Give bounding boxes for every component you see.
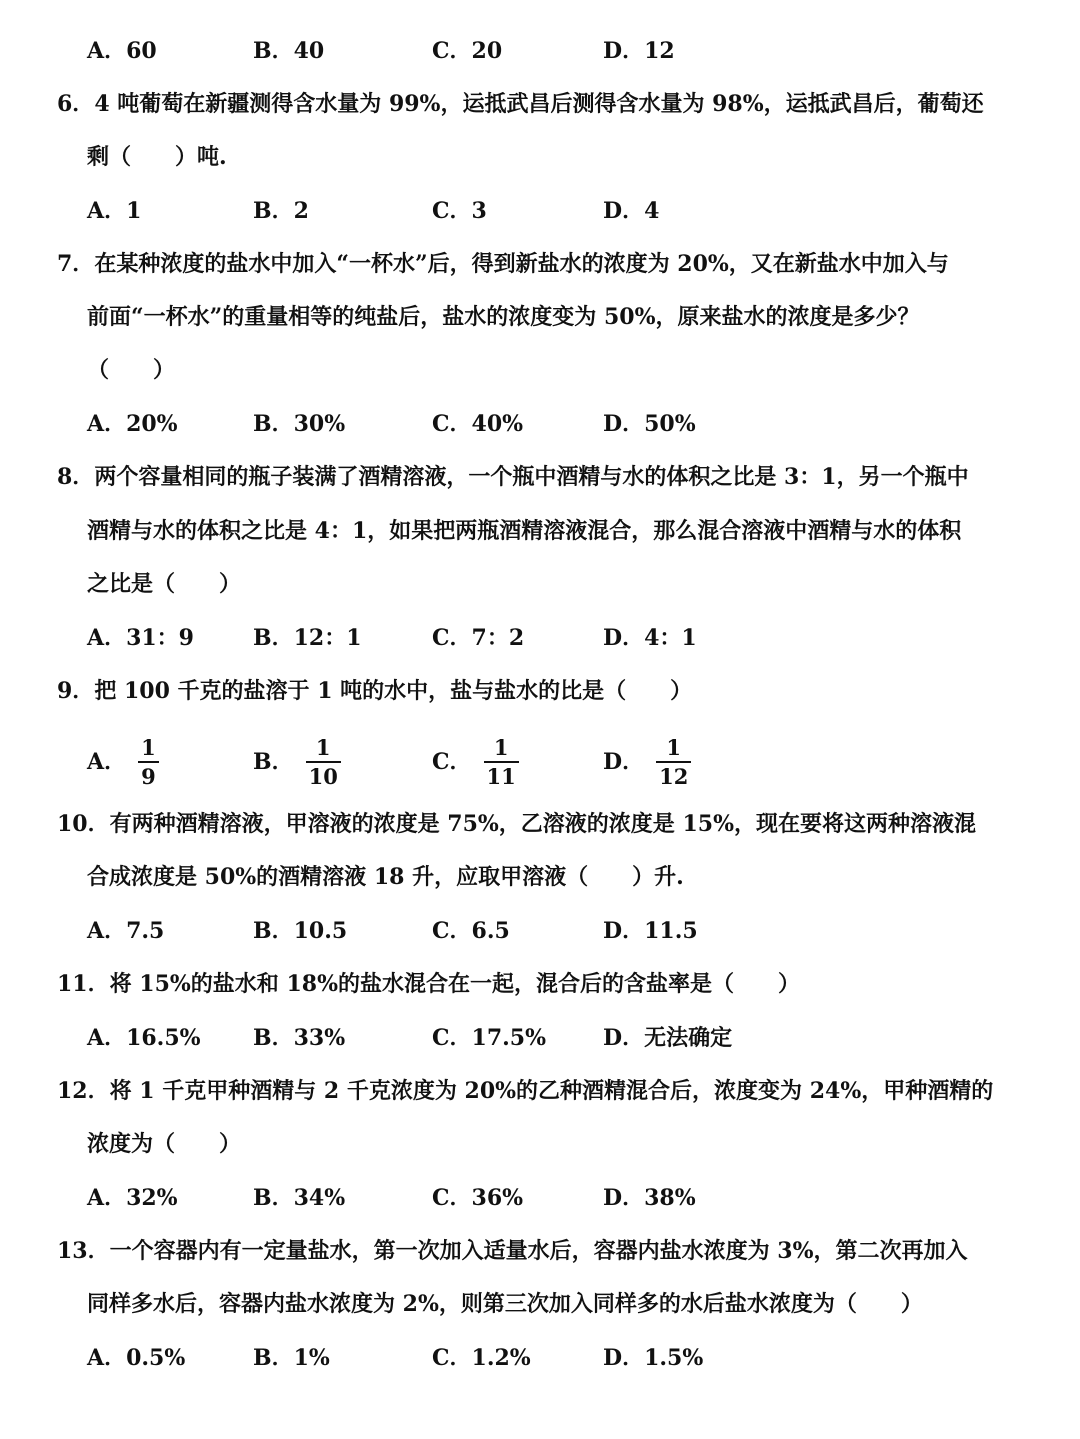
q9-option-c-fraction	[484, 737, 519, 787]
q10-number: 10．	[57, 811, 110, 837]
q10-text-line2: 合成浓度是 50%的酒精溶液 18 升，应取甲溶液（ ）升.	[87, 864, 684, 890]
q9-option-b-numerator: 1	[315, 735, 331, 760]
q7-text-line2: 前面“一杯水”的重量相等的纯盐后，盐水的浓度变为 50%，原来盐水的浓度是多少？	[87, 304, 920, 330]
q7-stem-line1	[57, 238, 1047, 291]
q6-stem-line1	[57, 78, 1047, 131]
q6-option-d[interactable]: D．4	[603, 198, 660, 224]
fraction-bar	[656, 761, 691, 763]
q10-text-line1: 有两种酒精溶液，甲溶液的浓度是 75%，乙溶液的浓度是 15%，现在要将这两种溶液混	[109, 811, 976, 837]
q6-option-a[interactable]: A．1	[87, 198, 142, 224]
q9-option-a-letter: A．	[87, 748, 127, 775]
q12-option-c[interactable]: C．36%	[432, 1185, 524, 1211]
q12-option-b[interactable]: B．34%	[253, 1185, 346, 1211]
q9-option-d[interactable]	[603, 727, 691, 797]
fraction-bar	[306, 761, 341, 763]
q7-option-d[interactable]: D．50%	[603, 411, 696, 437]
q13-option-b[interactable]: B．1%	[253, 1345, 330, 1371]
q9-option-c-denominator: 11	[486, 764, 516, 789]
q12-option-a[interactable]: A．32%	[87, 1185, 178, 1211]
q9-option-c-letter: C．	[432, 748, 472, 775]
q7-number: 7．	[57, 251, 95, 277]
q12-text-line1: 将 1 千克甲种酒精与 2 千克浓度为 20%的乙种酒精混合后，浓度变为 24%，甲种酒精的	[109, 1078, 994, 1104]
q13-option-d[interactable]: D．1.5%	[603, 1345, 704, 1371]
q5-option-b[interactable]: B．40	[253, 38, 325, 64]
q8-text-line2: 酒精与水的体积之比是 4：1，如果把两瓶酒精溶液混合，那么混合溶液中酒精与水的体积	[87, 518, 962, 544]
q8-option-c[interactable]: C．7：2	[432, 625, 525, 651]
q8-text-line3: 之比是（ ）	[87, 571, 242, 597]
q13-text-line2: 同样多水后，容器内盐水浓度为 2%，则第三次加入同样多的水后盐水浓度为（ ）	[87, 1291, 923, 1317]
q6-text-line1: 4 吨葡萄在新疆测得含水量为 99%，运抵武昌后测得含水量为 98%，运抵武昌后，葡萄还	[94, 91, 984, 117]
q6-text-line2: 剩（ ）吨.	[87, 144, 227, 170]
q9-option-b-fraction	[306, 737, 341, 787]
q12-number: 12．	[57, 1078, 110, 1104]
q5-option-c[interactable]: C．20	[432, 38, 503, 64]
q9-option-a-numerator: 1	[141, 735, 156, 760]
q8-text-line1: 两个容量相同的瓶子装满了酒精溶液，一个瓶中酒精与水的体积之比是 3：1，另一个瓶中	[94, 464, 969, 490]
q8-number: 8．	[57, 464, 95, 490]
q13-number: 13．	[57, 1238, 110, 1264]
q13-stem-line1	[57, 1225, 1047, 1278]
q5-option-a[interactable]: A．60	[87, 38, 157, 64]
q9-option-d-numerator: 1	[666, 735, 682, 760]
q9-option-c-numerator: 1	[493, 735, 509, 760]
q11-stem-line1	[57, 958, 1047, 1011]
q9-option-d-fraction	[656, 737, 691, 787]
q11-text-line1: 将 15%的盐水和 18%的盐水混合在一起，混合后的含盐率是（ ）	[109, 971, 800, 997]
q9-number: 9．	[57, 678, 95, 704]
q11-option-b[interactable]: B．33%	[253, 1025, 346, 1051]
q8-stem-line1	[57, 451, 1047, 504]
q9-option-a-fraction	[138, 737, 159, 787]
q9-option-a-denominator: 9	[141, 764, 156, 789]
q9-text-line1: 把 100 千克的盐溶于 1 吨的水中，盐与盐水的比是（ ）	[94, 678, 693, 704]
q9-stem-line1	[57, 665, 1047, 718]
q7-option-a[interactable]: A．20%	[87, 411, 178, 437]
q12-stem-line1	[57, 1065, 1047, 1118]
q9-option-d-letter: D．	[603, 748, 645, 775]
q9-option-b-denominator: 10	[308, 764, 338, 789]
q11-option-d[interactable]: D．无法确定	[603, 1025, 733, 1051]
q11-number: 11．	[57, 971, 110, 997]
q10-option-a[interactable]: A．7.5	[87, 918, 165, 944]
q11-option-a[interactable]: A．16.5%	[87, 1025, 201, 1051]
q7-option-c[interactable]: C．40%	[432, 411, 524, 437]
q9-option-b-letter: B．	[253, 748, 294, 775]
q10-stem-line1	[57, 798, 1047, 851]
fraction-bar	[138, 761, 159, 763]
q11-option-c[interactable]: C．17.5%	[432, 1025, 546, 1051]
q12-option-d[interactable]: D．38%	[603, 1185, 696, 1211]
q9-option-d-denominator: 12	[659, 764, 689, 789]
fraction-bar	[484, 761, 519, 763]
q8-option-a[interactable]: A．31：9	[87, 625, 194, 651]
q9-option-c[interactable]	[432, 727, 519, 797]
q5-option-d[interactable]: D．12	[603, 38, 675, 64]
q13-option-a[interactable]: A．0.5%	[87, 1345, 186, 1371]
q7-answer-blank: （ ）	[87, 357, 176, 383]
q6-option-c[interactable]: C．3	[432, 198, 487, 224]
q6-option-b[interactable]: B．2	[253, 198, 309, 224]
q13-text-line1: 一个容器内有一定量盐水，第一次加入适量水后，容器内盐水浓度为 3%，第二次再加入	[109, 1238, 968, 1264]
q9-option-b[interactable]	[253, 727, 341, 797]
q6-number: 6．	[57, 91, 95, 117]
q9-option-a[interactable]	[87, 727, 159, 797]
q7-option-b[interactable]: B．30%	[253, 411, 346, 437]
q10-option-b[interactable]: B．10.5	[253, 918, 348, 944]
q10-option-c[interactable]: C．6.5	[432, 918, 510, 944]
q10-option-d[interactable]: D．11.5	[603, 918, 698, 944]
q8-option-d[interactable]: D．4：1	[603, 625, 697, 651]
q8-option-b[interactable]: B．12：1	[253, 625, 362, 651]
q13-option-c[interactable]: C．1.2%	[432, 1345, 531, 1371]
q7-text-line1: 在某种浓度的盐水中加入“一杯水”后，得到新盐水的浓度为 20%，又在新盐水中加入与	[94, 251, 949, 277]
q12-text-line2: 浓度为（ ）	[87, 1131, 242, 1157]
